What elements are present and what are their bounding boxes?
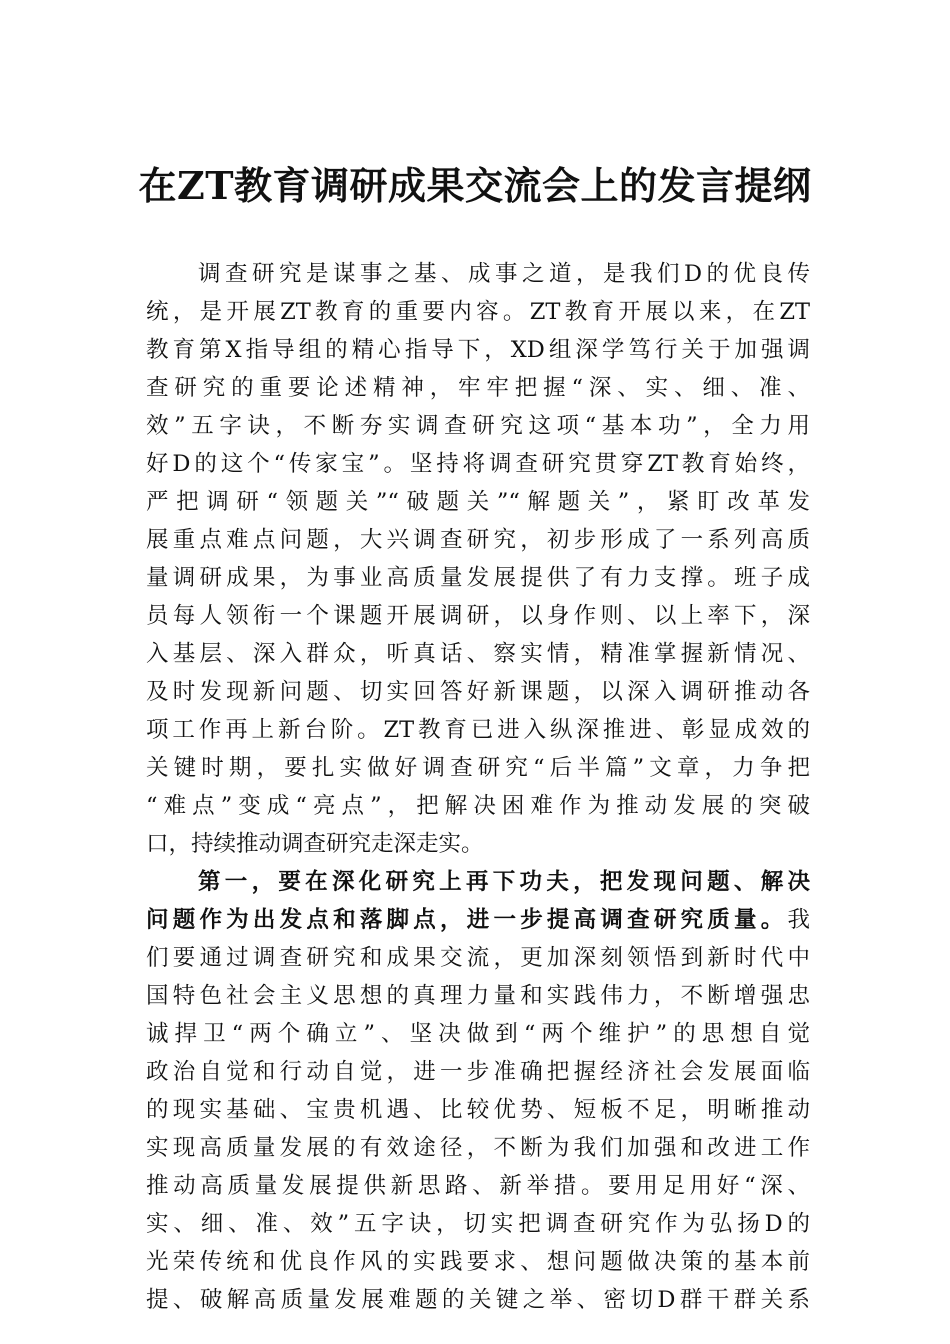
paragraph-2-line: 的现实基础、宝贵机遇、比较优势、短板不足，明晰推动 — [146, 1097, 810, 1123]
paragraph-2-line: 国特色社会主义思想的真理力量和实践伟力，不断增强忠 — [146, 983, 810, 1009]
paragraph-2-line: 实现高质量发展的有效途径，不断为我们加强和改进工作 — [146, 1135, 810, 1161]
paragraph-1-line: “难点”变成“亮点”，把解决困难作为推动发展的突破 — [146, 793, 810, 819]
paragraph-1-line: 好D的这个“传家宝”。坚持将调查研究贯穿ZT教育始终， — [146, 451, 810, 477]
document-title: 在ZT教育调研成果交流会上的发言提纲 — [138, 163, 812, 208]
paragraph-2-line: 提、破解高质量发展难题的关键之举、密切D群干群关系 — [146, 1287, 810, 1313]
paragraph-1-line: 查研究的重要论述精神，牢牢把握“深、实、细、准、 — [146, 375, 810, 401]
paragraph-2-line: 光荣传统和优良作风的实践要求、想问题做决策的基本前 — [146, 1249, 810, 1275]
paragraph-2-line: 推动高质量发展提供新思路、新举措。要用足用好“深、 — [146, 1173, 810, 1199]
paragraph-1-line: 展重点难点问题，大兴调查研究，初步形成了一系列高质 — [146, 527, 810, 553]
paragraph-1-line: 入基层、深入群众，听真话、察实情，精准掌握新情况、 — [146, 641, 810, 667]
paragraph-2-line: 们要通过调查研究和成果交流，更加深刻领悟到新时代中 — [146, 945, 810, 971]
paragraph-2-line: 实、细、准、效”五字诀，切实把调查研究作为弘扬D的 — [146, 1211, 810, 1237]
paragraph-2-heading-line: 第一，要在深化研究上再下功夫，把发现问题、解决 — [198, 869, 810, 895]
paragraph-1-line: 严把调研“领题关”“破题关”“解题关”，紧盯改革发 — [146, 489, 810, 515]
paragraph-1-line: 员每人领衔一个课题开展调研，以身作则、以上率下，深 — [146, 603, 810, 629]
paragraph-2-heading-line — [146, 901, 810, 939]
paragraph-1-line: 教育第X指导组的精心指导下，XD组深学笃行关于加强调 — [146, 337, 810, 363]
paragraph-1-line: 口，持续推动调查研究走深走实。 — [146, 831, 484, 857]
paragraph-2-line: 政治自觉和行动自觉，进一步准确把握经济社会发展面临 — [146, 1059, 810, 1085]
paragraph-1-line: 效”五字诀，不断夯实调查研究这项“基本功”，全力用 — [146, 413, 810, 439]
document-body — [146, 255, 810, 1319]
paragraph-2-line: 诚捍卫“两个确立”、坚决做到“两个维护”的思想自觉 — [146, 1021, 810, 1047]
paragraph-2-text: 我 — [787, 907, 810, 933]
paragraph-1-line: 关键时期，要扎实做好调查研究“后半篇”文章，力争把 — [146, 755, 810, 781]
paragraph-2-heading-text: 问题作为出发点和落脚点，进一步提高调查研究质量。 — [146, 907, 788, 933]
paragraph-1-line: 项工作再上新台阶。ZT教育已进入纵深推进、彰显成效的 — [146, 717, 810, 743]
paragraph-1-line: 及时发现新问题、切实回答好新课题，以深入调研推动各 — [146, 679, 810, 705]
paragraph-1-line: 统，是开展ZT教育的重要内容。ZT教育开展以来，在ZT — [146, 299, 810, 325]
paragraph-1-line: 量调研成果，为事业高质量发展提供了有力支撑。班子成 — [146, 565, 810, 591]
paragraph-1-line: 调查研究是谋事之基、成事之道，是我们D的优良传 — [198, 261, 810, 287]
